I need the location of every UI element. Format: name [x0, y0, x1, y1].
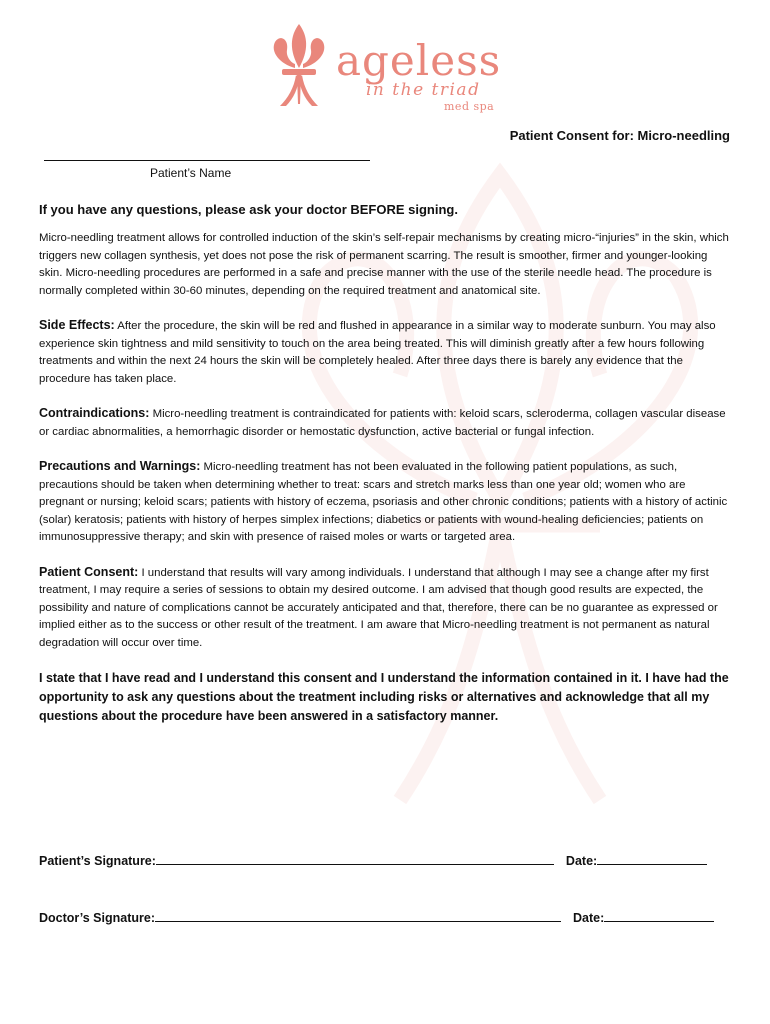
patient-name-field[interactable] [44, 160, 370, 161]
consent-body [39, 202, 733, 726]
fleur-de-lis-icon [268, 22, 330, 110]
logo-subtitle: med spa [444, 100, 495, 113]
patient-consent-heading: Patient Consent: [39, 564, 139, 579]
patient-date-label: Date: [565, 854, 598, 868]
doctor-date-label: Date: [573, 911, 605, 925]
patient-signature-field[interactable] [156, 852, 554, 865]
doctor-signature-field[interactable] [155, 909, 561, 922]
doctor-signature-row [39, 909, 714, 925]
contraindications-paragraph [39, 405, 733, 441]
contraindications-text: Micro-needling treatment is contraindicated for patients with: keloid scars, scleroderma, collagen vascular disease or cardiac abnormalities, a hemorrhagic disorder or hemostatic dysfunction, active bacterial or fungal infection. [39, 408, 726, 438]
doctor-signature-label: Doctor’s Signature: [39, 911, 155, 925]
doctor-date-field[interactable] [604, 909, 714, 922]
side-effects-paragraph [39, 317, 733, 388]
precautions-heading: Precautions and Warnings: [39, 459, 201, 473]
form-title: Patient Consent for: Micro-needling [509, 128, 730, 143]
logo-script: in the triad [366, 80, 481, 100]
contraindications-heading: Contraindications: [39, 406, 150, 420]
patient-consent-paragraph [39, 564, 733, 653]
patient-signature-row [39, 852, 707, 868]
precautions-text: Micro-needling treatment has not been evaluated in the following patient populations, as such, precautions should be taken when determining whether to treat: scars and stretch marks less than one year old; women who are pregnant or nursing; keloid scars; patients with history of eczema, psoriasis and other chronic conditions; patients with a history of actinic (solar) keratosis; patients with history of herpes simplex infections; diabetics or patients with wound-healing deficiencies; patients on immunosuppressive therapy; and skin with presence of raised moles or warts or targeted area. [39, 461, 728, 543]
side-effects-heading: Side Effects: [39, 318, 115, 332]
patient-consent-text: I understand that results will vary among individuals. I understand that although I may see a change after my first treatment, I may require a series of sessions to obtain my desired outcome. I am advised that though good results are expected, the possibility and nature of complications cannot be accurately anticipated and that, therefore, there can be no guarantee as expressed or implied either as to the success or other result of the treatment. I am aware that Micro-needling treatment is not permanent as natural degradation will occur over time. [39, 566, 718, 649]
patient-signature-label: Patient’s Signature: [39, 854, 156, 868]
precautions-paragraph [39, 458, 733, 547]
consent-statement: I state that I have read and I understand this consent and I understand the information contained in it. I have had the opportunity to ask any questions about the treatment including risks or alternatives and acknowledge that all my questions about the procedure have been answered in a satisfactory manner. [39, 671, 729, 723]
patient-name-label: Patient’s Name [150, 166, 232, 180]
side-effects-text: After the procedure, the skin will be red and flushed in appearance in a similar way to moderate sunburn. You may also experience skin tightness and mild sensitivity to touch on the area being treated. This will diminish greatly after a few hours following treatments and within the next 24 hours the skin will be completely healed. After three days there is barely any evidence that the procedure has taken place. [39, 320, 716, 385]
intro-paragraph: Micro-needling treatment allows for controlled induction of the skin’s self-repair mechanisms by creating micro-“injuries” in the skin, which triggers new collagen synthesis, yet does not pose the risk of permanent scarring. The result is smoother, firmer and younger-looking skin. Micro-needling procedures are performed in a safe and precise manner with the use of the sterile needle head. The procedure is normally completed within 30-60 minutes, depending on the required treatment and anatomical site. [39, 232, 729, 297]
company-logo [268, 22, 508, 114]
patient-date-field[interactable] [597, 852, 707, 865]
warning-heading: If you have any questions, please ask your doctor BEFORE signing. [39, 202, 458, 217]
logo-wordmark: ageless [336, 36, 502, 85]
